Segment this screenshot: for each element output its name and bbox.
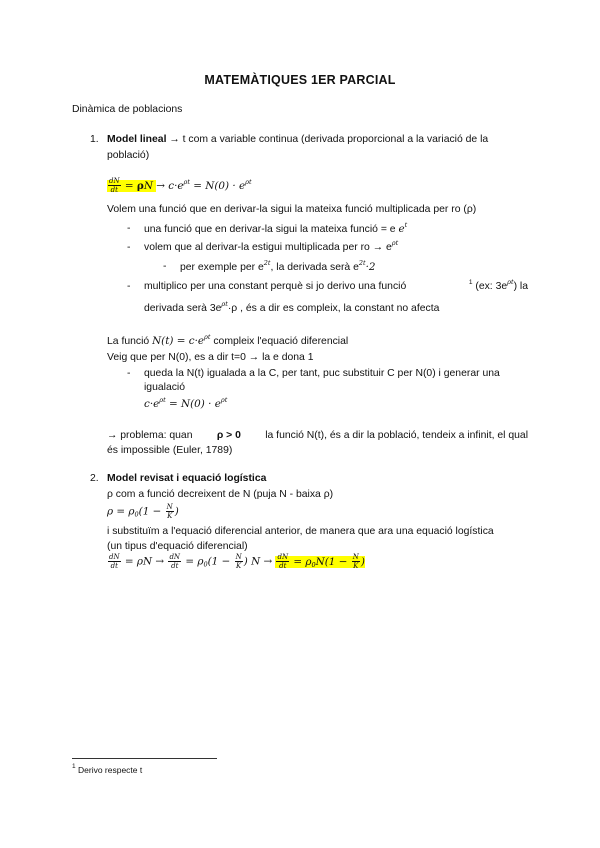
footnote-ref: 1 [468, 279, 473, 286]
section1-heading: Model lineal [107, 134, 167, 145]
logistic-equation: $\frac{dN}{dt}$ = ρN → $\frac{dN}{dt}$ = $\rho_0(1$ − $\frac{N}{K}$ ) N → $\frac{dN}{dt}$ = $\rho_0N(1$ − $\frac{N}{K}$ ) [109, 553, 365, 570]
rho-equation: $\rho = \rho_0(1$ − $\frac{N}{K}$ ) [107, 503, 179, 520]
bullet-3-line2: derivada serà $3e^{\rho t}\cdot\rho$ , és a dir es compleix, la constant no afecta [144, 300, 440, 314]
lafuncio-line: La funció $N(t) = c\cdot e^{\rho t}$ compleix l'equació diferencial [107, 333, 349, 347]
bullet-dash: - [127, 223, 131, 234]
bullet-3-line1: multiplico per una constant perquè si jo derivo una funció $^1$ (ex: $3e^{\rho t}$) la [144, 278, 528, 292]
bullet-2: volem que al derivar-la estigui multiplicada per ro → $e^{\rho t}$ [144, 239, 399, 253]
bullet-4-line1: queda la N(t) igualada a la C, per tant, puc substituir C per N(0) i generar una [144, 368, 500, 379]
section1-intro: → t com a variable continua (derivada proporcional a la variació de la [169, 134, 489, 145]
subbullet: per exemple per $e^{2t}$, la derivada serà $e^{2t}\cdot 2$ [180, 259, 376, 273]
solution-form: → $c\cdot e^{\rho t} = N(0) \cdot e^{\rho t}$ [156, 177, 252, 192]
volem-text: Volem una funció que en derivar-la sigui la mateixa funció multiplicada per ro (ρ) [107, 204, 477, 215]
footnote: $^1$ Derivo respecte t [72, 763, 143, 775]
bullet-dash: - [127, 242, 131, 253]
section2-heading: Model revisat i equació logística [107, 473, 267, 484]
bullet-4-equation: $c\cdot e^{\rho t} = N(0) \cdot e^{\rho t}$ [144, 396, 228, 410]
problema-line1: → problema: quan ρ > 0 la funció N(t), és a dir la població, tendeix a infinit, el qual [107, 430, 528, 441]
bullet-dash: - [127, 368, 131, 379]
bullet-1: una funció que en derivar-la sigui la mateixa funció = e $e^t$ [144, 221, 408, 235]
section2-line4: (un tipus d'equació diferencial) [107, 541, 248, 552]
main-differential-equation [107, 177, 252, 194]
footnote-separator [72, 758, 217, 759]
subbullet-dash: - [163, 261, 167, 272]
section1-number: 1. [90, 134, 99, 145]
section-subtitle: Dinàmica de poblacions [72, 104, 183, 115]
section2-line1: ρ com a funció decreixent de N (puja N - baixa ρ) [107, 489, 334, 500]
section2-number: 2. [90, 473, 99, 484]
section1-line1 [107, 134, 528, 145]
bullet-dash: - [127, 281, 131, 292]
problema-line2: és impossible (Euler, 1789) [107, 445, 233, 456]
section2-line3: i substituïm a l'equació diferencial anterior, de manera que ara una equació logística [107, 526, 494, 537]
veig-line: Veig que per N(0), es a dir t=0 → la e dona 1 [107, 352, 314, 363]
bullet-4-line2: igualació [144, 382, 186, 393]
page-title: MATEMÀTIQUES 1ER PARCIAL [204, 73, 396, 87]
highlight-logistic: $\frac{dN}{dt}$ = $\rho_0N(1$ − $\frac{N}{K}$ ) [277, 553, 365, 570]
highlight-dN-dt: $\frac{dN}{dt}$ = ρN [109, 177, 157, 194]
section1-intro-cont: població) [107, 150, 150, 161]
